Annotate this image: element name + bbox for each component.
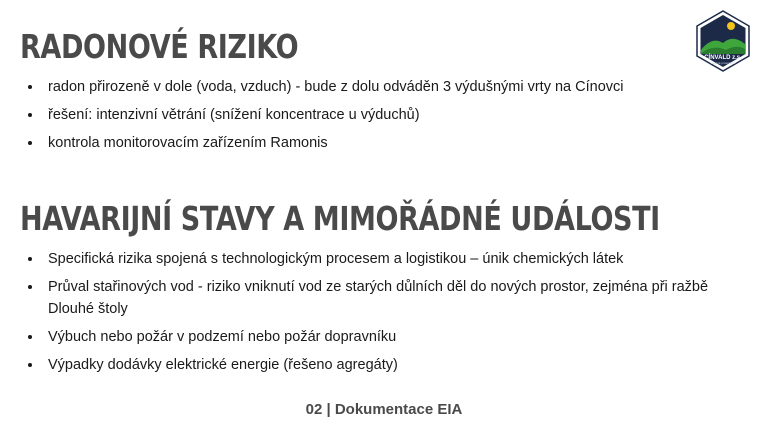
section-title-emergency: HAVARIJNÍ STAVY A MIMOŘÁDNÉ UDÁLOSTI	[20, 199, 660, 238]
bullet-text: radon přirozeně v dole (voda, vzduch) - bude z dolu odváděn 3 výdušnými vrty na Cínovci	[48, 79, 624, 95]
bullet-text: Výpadky dodávky elektrické energie (řešeno agregáty)	[48, 357, 398, 373]
list-item	[26, 248, 726, 270]
radon-bullet-list	[26, 76, 726, 160]
bullet-text: řešení: intenzivní větrání (snížení koncentrace u výduchů)	[48, 107, 420, 123]
list-item	[26, 326, 726, 348]
cinvald-logo	[692, 10, 754, 72]
emergency-bullet-list	[26, 248, 726, 382]
bullet-text: Výbuch nebo požár v podzemí nebo požár dopravníku	[48, 329, 397, 345]
list-item	[26, 132, 726, 154]
list-item	[26, 354, 726, 376]
bullet-icon	[28, 85, 32, 89]
section-title-radon: RADONOVÉ RIZIKO	[20, 27, 299, 66]
bullet-text: kontrola monitorovacím zařízením Ramonis	[48, 135, 328, 151]
bullet-icon	[28, 335, 32, 339]
logo-graphic	[692, 10, 754, 72]
bullet-text: Průval stařinových vod - riziko vniknutí vod ze starých důlních děl do nových prostor, zejména při ražbě Dlouhé štoly	[48, 279, 709, 317]
list-item	[26, 104, 726, 126]
bullet-icon	[28, 257, 32, 261]
logo-tagline: obecně prospěšná	[710, 61, 736, 65]
bullet-icon	[28, 141, 32, 145]
footer-page-label: 02 | Dokumentace EIA	[305, 401, 463, 418]
list-item	[26, 76, 726, 98]
bullet-icon	[28, 285, 32, 289]
bullet-icon	[28, 363, 32, 367]
logo-name: CÍNVALD z.s.	[704, 55, 742, 61]
bullet-text: Specifická rizika spojená s technologickým procesem a logistikou – únik chemických látek	[48, 251, 624, 267]
sun-icon	[727, 22, 735, 30]
list-item	[26, 276, 726, 320]
bullet-icon	[28, 113, 32, 117]
